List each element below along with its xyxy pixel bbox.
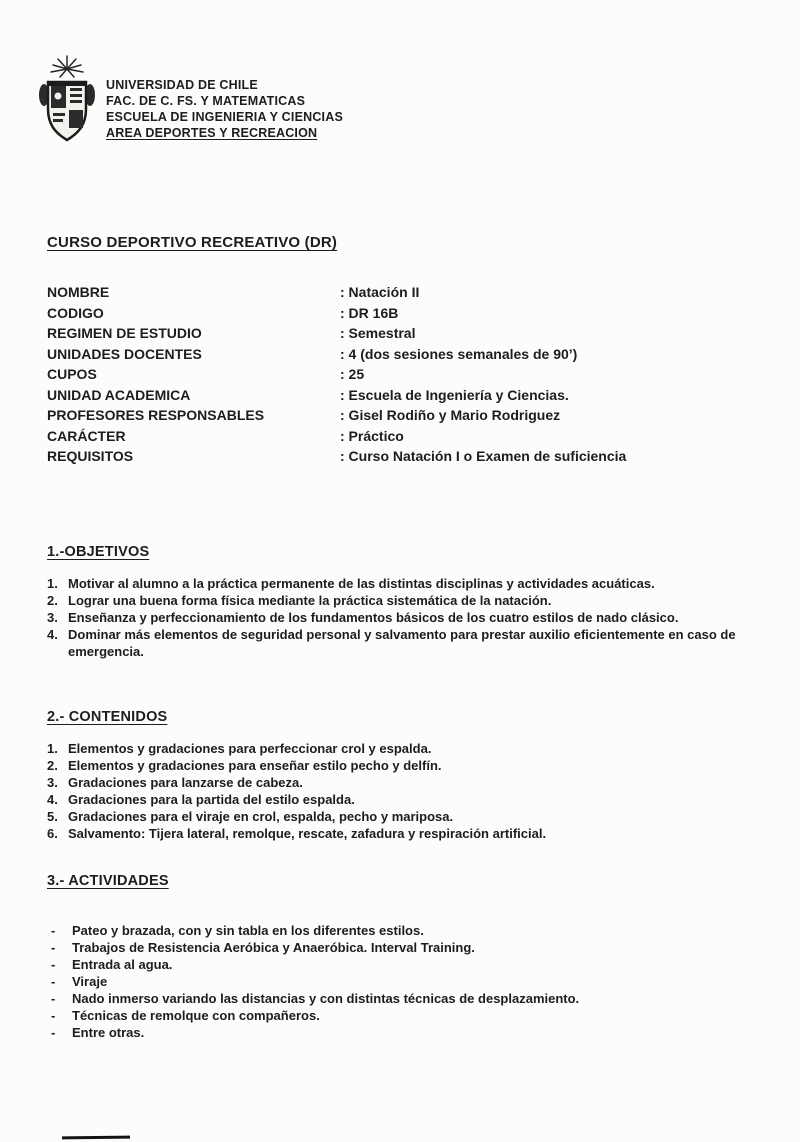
field-label: CARÁCTER	[47, 427, 126, 444]
field-value: : 4 (dos sesiones semanales de 90’)	[340, 345, 578, 362]
list-item-marker: 4.	[47, 626, 58, 642]
list-item-marker: -	[51, 922, 56, 938]
list-item-text: Pateo y brazada, con y sin tabla en los diferentes estilos.	[72, 922, 424, 938]
list-item-text: Trabajos de Resistencia Aeróbica y Anaeróbica. Interval Training.	[72, 939, 475, 955]
list-item-text: Entre otras.	[72, 1024, 145, 1040]
list-item-text: Viraje	[72, 973, 108, 989]
list-item-marker: 1.	[47, 740, 58, 756]
scan-artifact	[62, 1136, 130, 1140]
list-item	[47, 626, 760, 660]
section-objetivos-heading: 1.-OBJETIVOS	[47, 543, 150, 560]
list-item-marker: 2.	[47, 592, 58, 608]
list-item	[47, 973, 760, 990]
document-header	[0, 0, 800, 143]
course-fields	[47, 282, 760, 467]
list-item-text: Gradaciones para la partida del estilo espalda.	[68, 791, 355, 807]
section-actividades	[47, 872, 760, 1041]
field-row	[47, 282, 760, 303]
list-item	[47, 939, 760, 956]
field-row	[47, 405, 760, 426]
objetivos-list	[47, 575, 760, 660]
section-contenidos	[47, 708, 760, 842]
list-item-text: Entrada al agua.	[72, 956, 173, 972]
list-item	[47, 956, 760, 973]
list-item-text: Motivar al alumno a la práctica permanente de las distintas disciplinas y actividades acuáticas.	[68, 575, 655, 591]
section-actividades-heading: 3.- ACTIVIDADES	[47, 872, 169, 889]
list-item-marker: -	[51, 1007, 56, 1023]
list-item-marker: -	[51, 973, 56, 989]
page-title: CURSO DEPORTIVO RECREATIVO (DR)	[47, 234, 338, 251]
list-item	[47, 1024, 760, 1041]
list-item	[47, 609, 760, 626]
list-item-marker: 1.	[47, 575, 58, 591]
list-item-marker: 4.	[47, 791, 58, 807]
field-label: REQUISITOS	[47, 448, 134, 464]
list-item-text: Salvamento: Tijera lateral, remolque, rescate, zafadura y respiración artificial.	[68, 825, 547, 841]
field-label: UNIDAD ACADEMICA	[47, 386, 191, 403]
section-contenidos-heading: 2.- CONTENIDOS	[47, 708, 168, 725]
field-label: PROFESORES RESPONSABLES	[47, 407, 265, 423]
field-value: : 25	[340, 366, 365, 382]
field-row	[47, 385, 760, 406]
list-item	[47, 757, 760, 774]
university-crest-icon	[38, 55, 96, 143]
field-value: : Curso Natación I o Examen de suficiencia	[340, 448, 627, 464]
field-value: : Semestral	[340, 325, 416, 341]
institution-name: UNIVERSIDAD DE CHILE	[106, 78, 258, 92]
list-item-marker: 5.	[47, 808, 58, 824]
field-row	[47, 364, 760, 385]
faculty-name: FAC. DE C. FS. Y MATEMATICAS	[106, 94, 306, 108]
field-value: : Natación II	[340, 284, 420, 300]
field-label: REGIMEN DE ESTUDIO	[47, 325, 202, 341]
list-item-marker: 6.	[47, 825, 58, 841]
list-item-text: Técnicas de remolque con compañeros.	[72, 1007, 320, 1023]
list-item-marker: 3.	[47, 609, 58, 625]
list-item-text: Enseñanza y perfeccionamiento de los fundamentos básicos de los cuatro estilos de nado clásico.	[68, 609, 679, 625]
section-objetivos	[47, 543, 760, 660]
list-item	[47, 825, 760, 842]
list-item-text: Gradaciones para lanzarse de cabeza.	[68, 774, 303, 790]
list-item	[47, 740, 760, 757]
field-value: : Escuela de Ingeniería y Ciencias.	[340, 386, 569, 403]
list-item-text: Elementos y gradaciones para perfeccionar crol y espalda.	[68, 740, 432, 756]
list-item	[47, 808, 760, 825]
list-item	[47, 791, 760, 808]
list-item	[47, 1007, 760, 1024]
list-item-marker: -	[51, 939, 56, 955]
area-name: AREA DEPORTES Y RECREACION	[106, 126, 318, 140]
list-item-marker: -	[51, 1024, 56, 1040]
field-row	[47, 344, 760, 365]
field-label: CODIGO	[47, 304, 104, 321]
field-label: NOMBRE	[47, 284, 110, 300]
list-item	[47, 575, 760, 592]
list-item	[47, 922, 760, 939]
field-row	[47, 446, 760, 467]
contenidos-list	[47, 740, 760, 842]
list-item-marker: 3.	[47, 774, 58, 790]
field-row	[47, 323, 760, 344]
actividades-list	[47, 922, 760, 1041]
list-item-text: Lograr una buena forma física mediante la práctica sistemática de la natación.	[68, 592, 552, 608]
list-item-text: Dominar más elementos de seguridad personal y salvamento para prestar auxilio eficientemente en caso de emergencia.	[68, 626, 736, 659]
list-item-marker: 2.	[47, 757, 58, 773]
list-item-text: Nado inmerso variando las distancias y con distintas técnicas de desplazamiento.	[72, 990, 580, 1006]
institution-lines	[106, 55, 343, 141]
field-label: CUPOS	[47, 366, 97, 382]
field-row	[47, 303, 760, 324]
field-value: : Gisel Rodiño y Mario Rodriguez	[340, 407, 561, 423]
university-logo	[38, 55, 96, 143]
field-value: : DR 16B	[340, 304, 399, 321]
field-label: UNIDADES DOCENTES	[47, 345, 202, 362]
list-item-marker: -	[51, 990, 56, 1006]
list-item	[47, 990, 760, 1007]
school-name: ESCUELA DE INGENIERIA Y CIENCIAS	[106, 110, 343, 124]
list-item	[47, 774, 760, 791]
list-item-marker: -	[51, 956, 56, 972]
list-item-text: Gradaciones para el viraje en crol, espalda, pecho y mariposa.	[68, 808, 454, 824]
field-value: : Práctico	[340, 427, 404, 444]
field-row	[47, 426, 760, 447]
list-item-text: Elementos y gradaciones para enseñar estilo pecho y delfín.	[68, 757, 442, 773]
list-item	[47, 592, 760, 609]
